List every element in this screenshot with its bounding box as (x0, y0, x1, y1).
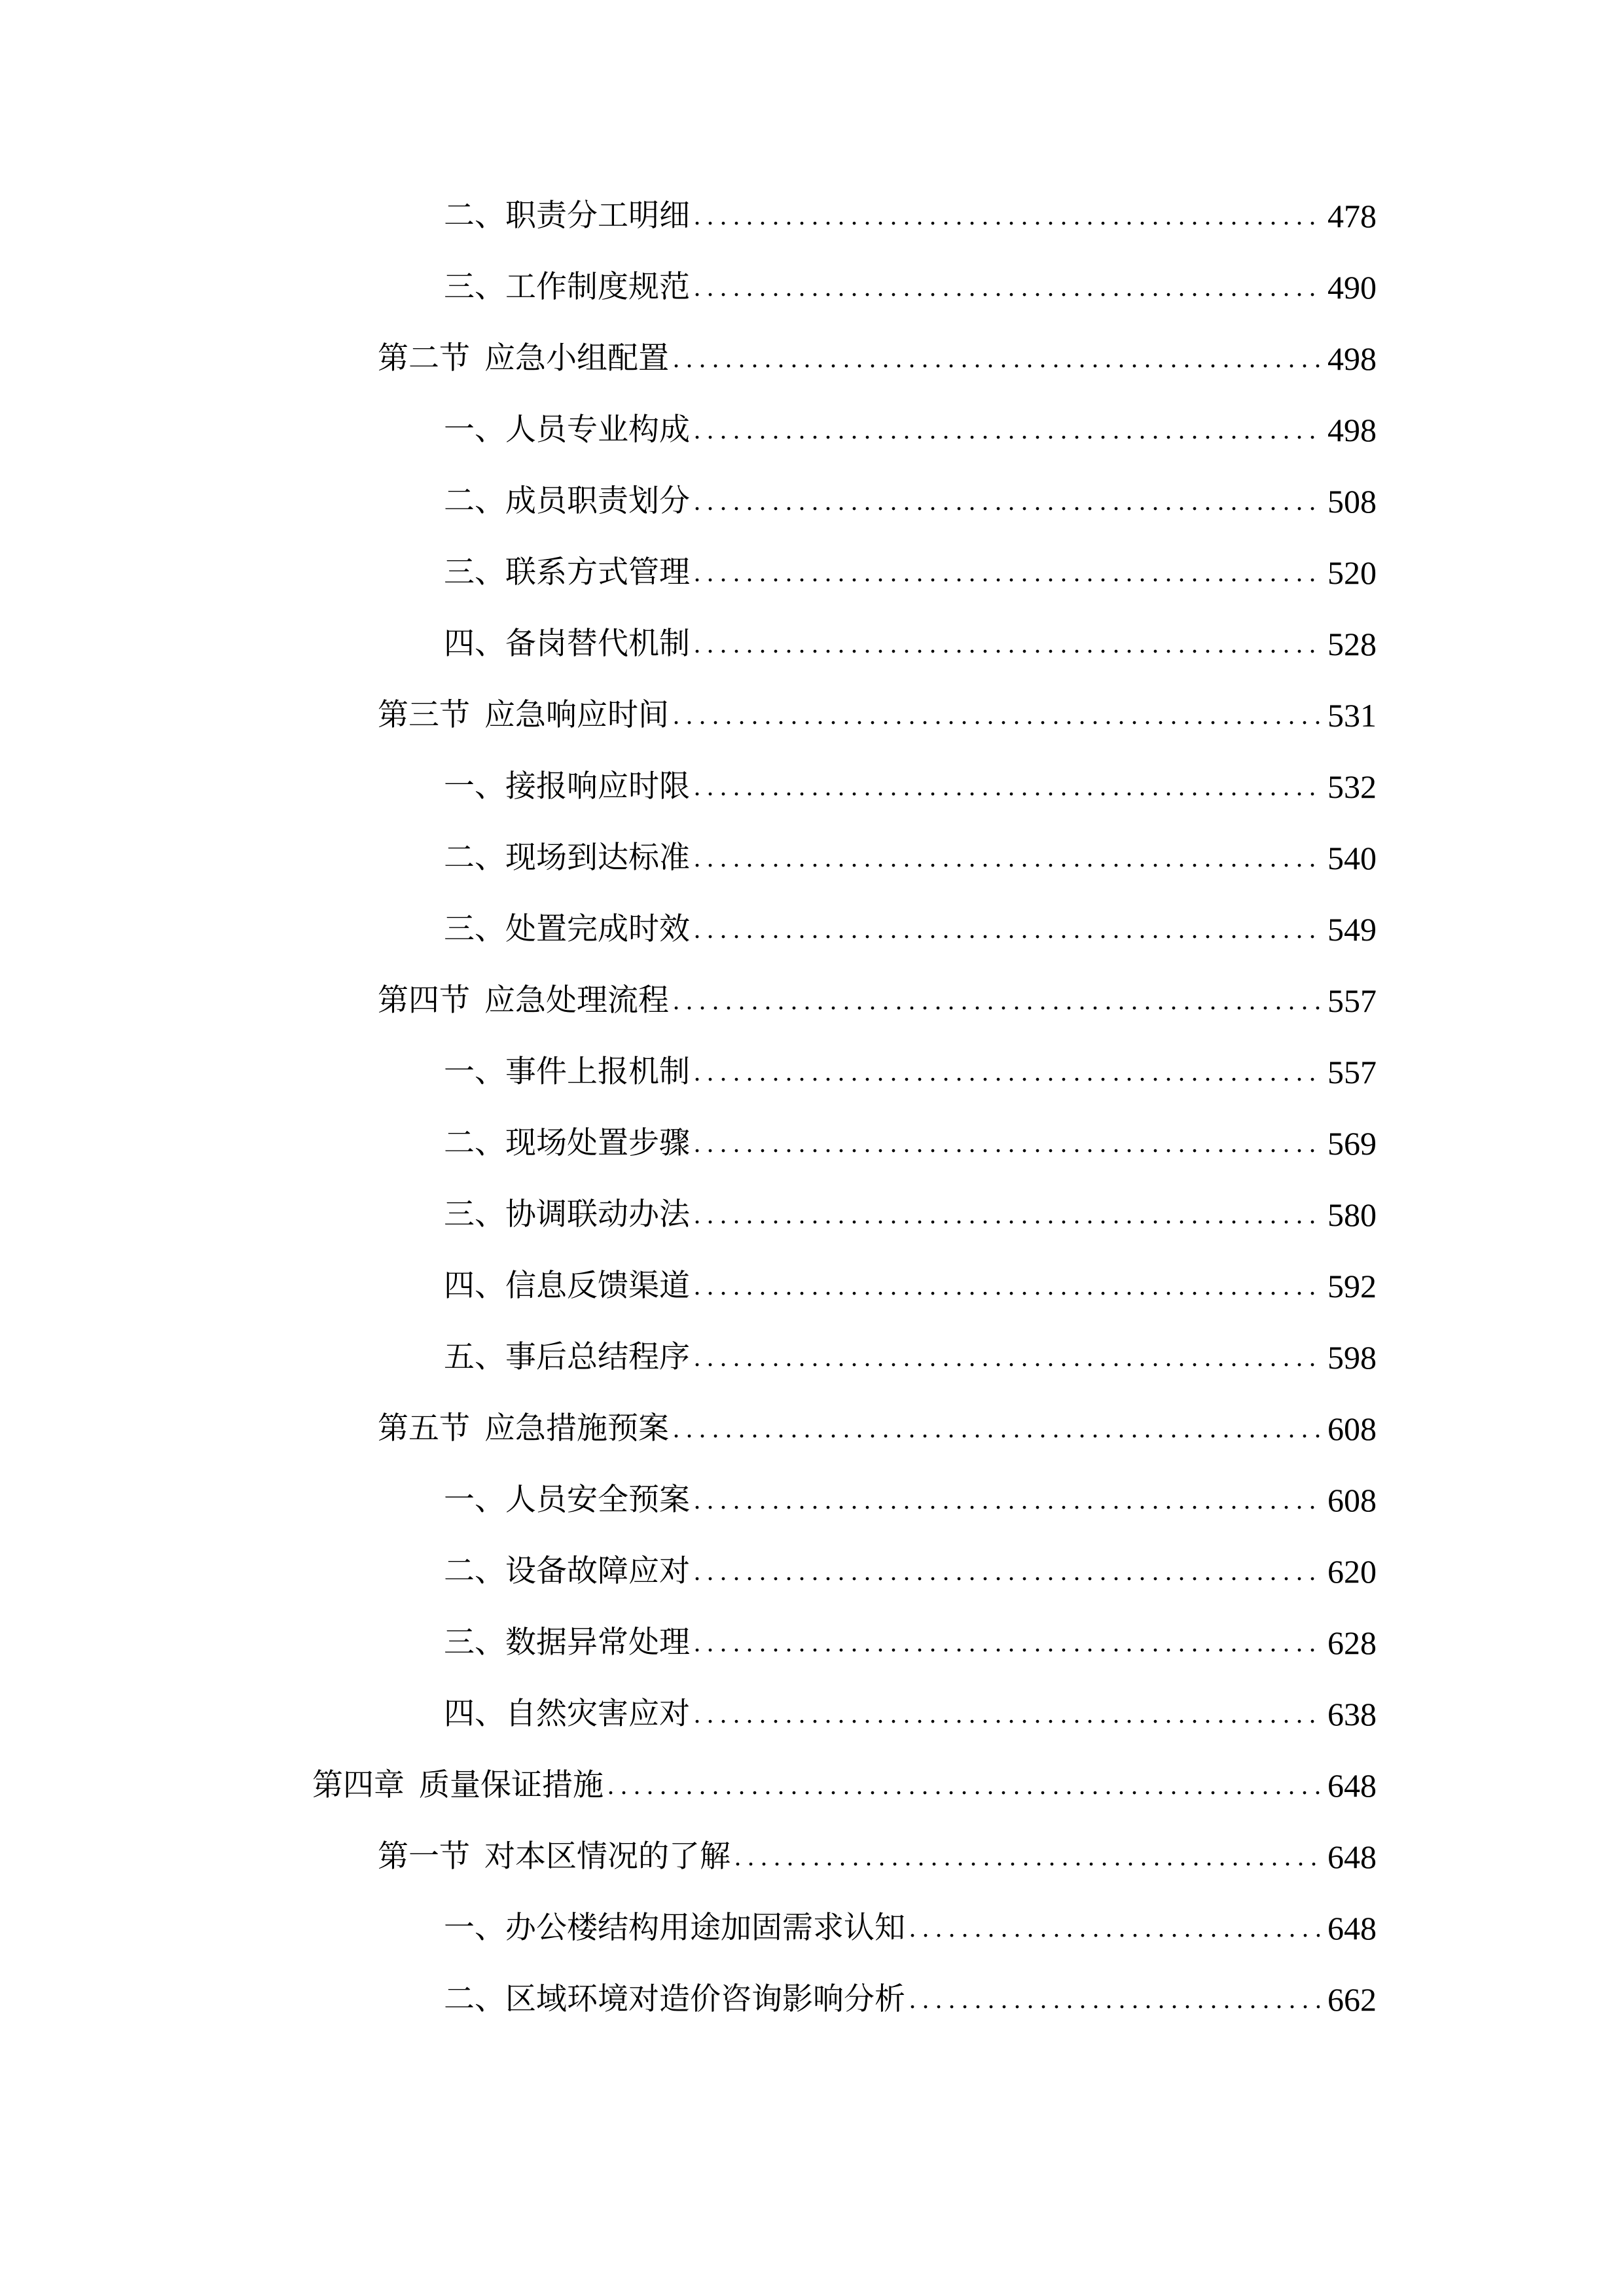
toc-entry-marker: 一、 (444, 1910, 505, 1946)
toc-entry[interactable] (0, 1909, 1377, 1948)
dot-leader (673, 981, 1320, 1020)
dot-leader (694, 1338, 1320, 1377)
dot-leader (694, 1623, 1320, 1662)
toc-entry-page: 490 (1327, 269, 1377, 306)
toc-entry[interactable] (0, 410, 1377, 450)
dot-leader (673, 1409, 1320, 1448)
toc-entry-page: 532 (1327, 768, 1377, 805)
toc-entry-title: 协调联动办法 (505, 1196, 690, 1232)
dot-leader (694, 1052, 1320, 1092)
toc-entry-marker: 二、 (444, 198, 505, 234)
toc-entry-title: 办公楼结构用途加固需求认知 (505, 1910, 905, 1946)
toc-entry-title: 联系方式管理 (505, 554, 690, 590)
toc-entry-title: 应急响应时间 (484, 697, 669, 733)
toc-entry-title: 现场处置步骤 (505, 1125, 690, 1161)
toc-entry-marker: 第一节 (378, 1839, 470, 1874)
dot-leader (694, 1124, 1320, 1163)
toc-entry-title: 工作制度规范 (505, 269, 690, 305)
toc-entry[interactable] (0, 196, 1377, 236)
toc-entry-page: 648 (1327, 1839, 1377, 1875)
toc-entry-page: 592 (1327, 1268, 1377, 1304)
toc-entry[interactable] (0, 696, 1377, 735)
toc-entry-title: 信息反馈渠道 (505, 1268, 690, 1304)
toc-entry-marker: 第二节 (378, 340, 470, 376)
toc-entry[interactable] (0, 339, 1377, 378)
dot-leader (694, 1695, 1320, 1734)
toc-entry[interactable] (0, 767, 1377, 806)
dot-leader (694, 910, 1320, 949)
toc-entry-title: 现场到达标准 (505, 840, 690, 876)
toc-entry-page: 531 (1327, 697, 1377, 734)
toc-entry[interactable] (0, 1338, 1377, 1377)
dot-leader (694, 624, 1320, 664)
toc-entry-title: 成员职责划分 (505, 483, 690, 519)
toc-entry-marker: 三、 (444, 911, 505, 947)
toc-entry-marker: 二、 (444, 1125, 505, 1161)
dot-leader (694, 767, 1320, 806)
toc-entry-marker: 一、 (444, 1482, 505, 1518)
toc-entry-title: 处置完成时效 (505, 911, 690, 947)
toc-entry[interactable] (0, 1980, 1377, 2019)
dot-leader (694, 482, 1320, 521)
toc-entry[interactable] (0, 1195, 1377, 1234)
toc-entry-page: 498 (1327, 340, 1377, 377)
dot-leader (607, 1766, 1320, 1805)
toc-entry-page: 638 (1327, 1696, 1377, 1732)
toc-entry[interactable] (0, 268, 1377, 307)
toc-entry-page: 628 (1327, 1624, 1377, 1661)
toc-entry-title: 应急小组配置 (484, 340, 669, 376)
toc-entry-page: 648 (1327, 1910, 1377, 1946)
toc-entry-marker: 四、 (444, 626, 505, 662)
toc-entry[interactable] (0, 1552, 1377, 1591)
toc-entry-marker: 三、 (444, 269, 505, 305)
toc-entry-title: 人员专业构成 (505, 412, 690, 448)
toc-entry[interactable] (0, 1052, 1377, 1092)
dot-leader (694, 1195, 1320, 1234)
toc-entry-title: 对本区情况的了解 (484, 1839, 731, 1874)
toc-entry-page: 608 (1327, 1482, 1377, 1518)
toc-entry-marker: 一、 (444, 412, 505, 448)
toc-entry-marker: 一、 (444, 1054, 505, 1090)
toc-entry[interactable] (0, 624, 1377, 664)
toc-entry-title: 备岗替代机制 (505, 626, 690, 662)
dot-leader (694, 268, 1320, 307)
toc-entry-page: 598 (1327, 1339, 1377, 1376)
toc-entry-title: 应急处理流程 (484, 982, 669, 1018)
dot-leader (694, 838, 1320, 878)
dot-leader (694, 1266, 1320, 1306)
toc-entry-title: 职责分工明细 (505, 198, 690, 234)
toc-entry[interactable] (0, 1837, 1377, 1876)
toc-entry[interactable] (0, 1409, 1377, 1448)
toc-entry-marker: 第三节 (378, 697, 470, 733)
dot-leader (909, 1980, 1320, 2019)
toc-entry-title: 数据异常处理 (505, 1624, 690, 1660)
toc-entry-page: 549 (1327, 911, 1377, 948)
toc-entry[interactable] (0, 553, 1377, 592)
toc-entry-marker: 第四章 (312, 1767, 405, 1803)
toc-entry-marker: 二、 (444, 1981, 505, 2017)
toc-entry-title: 设备故障应对 (505, 1553, 690, 1589)
toc-entry[interactable] (0, 1766, 1377, 1805)
toc-entry-page: 648 (1327, 1767, 1377, 1804)
toc-entry-title: 应急措施预案 (484, 1410, 669, 1446)
toc-entry-title: 区域环境对造价咨询影响分析 (505, 1981, 905, 2017)
toc-entry-title: 事件上报机制 (505, 1054, 690, 1090)
toc-entry-marker: 二、 (444, 1553, 505, 1589)
toc-entry-marker: 三、 (444, 1196, 505, 1232)
toc-entry-page: 478 (1327, 198, 1377, 234)
toc-entry[interactable] (0, 910, 1377, 949)
toc-entry-marker: 一、 (444, 768, 505, 804)
toc-entry-title: 接报响应时限 (505, 768, 690, 804)
dot-leader (694, 196, 1320, 236)
toc-entry-marker: 五、 (444, 1339, 505, 1375)
toc-entry-page: 528 (1327, 626, 1377, 662)
toc-entry-page: 557 (1327, 1054, 1377, 1090)
toc-entry-title: 人员安全预案 (505, 1482, 690, 1518)
toc-entry-marker: 二、 (444, 483, 505, 519)
toc-entry-page: 508 (1327, 483, 1377, 520)
toc-entry-title: 质量保证措施 (419, 1767, 604, 1803)
toc-entry-marker: 三、 (444, 554, 505, 590)
toc-entry-title: 事后总结程序 (505, 1339, 690, 1375)
toc-entry-marker: 四、 (444, 1268, 505, 1304)
dot-leader (694, 553, 1320, 592)
toc-entry-page: 569 (1327, 1125, 1377, 1162)
toc-entry-page: 580 (1327, 1196, 1377, 1233)
toc-entry-marker: 第五节 (378, 1410, 470, 1446)
toc-entry[interactable] (0, 838, 1377, 878)
toc-entry-page: 557 (1327, 982, 1377, 1019)
dot-leader (694, 1480, 1320, 1520)
toc-entry-marker: 二、 (444, 840, 505, 876)
toc-entry-marker: 第四节 (378, 982, 470, 1018)
toc-entry-marker: 四、 (444, 1696, 505, 1732)
toc-entry[interactable] (0, 482, 1377, 521)
toc-entry-page: 620 (1327, 1553, 1377, 1590)
dot-leader (734, 1837, 1320, 1876)
dot-leader (909, 1909, 1320, 1948)
dot-leader (673, 696, 1320, 735)
toc-entry-page: 608 (1327, 1410, 1377, 1447)
toc-entry-title: 自然灾害应对 (505, 1696, 690, 1732)
toc-entry-marker: 三、 (444, 1624, 505, 1660)
dot-leader (673, 339, 1320, 378)
toc-entry-page: 498 (1327, 412, 1377, 448)
toc-entry-page: 520 (1327, 554, 1377, 591)
dot-leader (694, 1552, 1320, 1591)
dot-leader (694, 410, 1320, 450)
toc-entry[interactable] (0, 1124, 1377, 1163)
toc-entry[interactable] (0, 1266, 1377, 1306)
toc-entry[interactable] (0, 1480, 1377, 1520)
toc-entry[interactable] (0, 1695, 1377, 1734)
toc-entry[interactable] (0, 981, 1377, 1020)
toc-entry-page: 540 (1327, 840, 1377, 876)
toc-entry-page: 662 (1327, 1981, 1377, 2018)
toc-entry[interactable] (0, 1623, 1377, 1662)
